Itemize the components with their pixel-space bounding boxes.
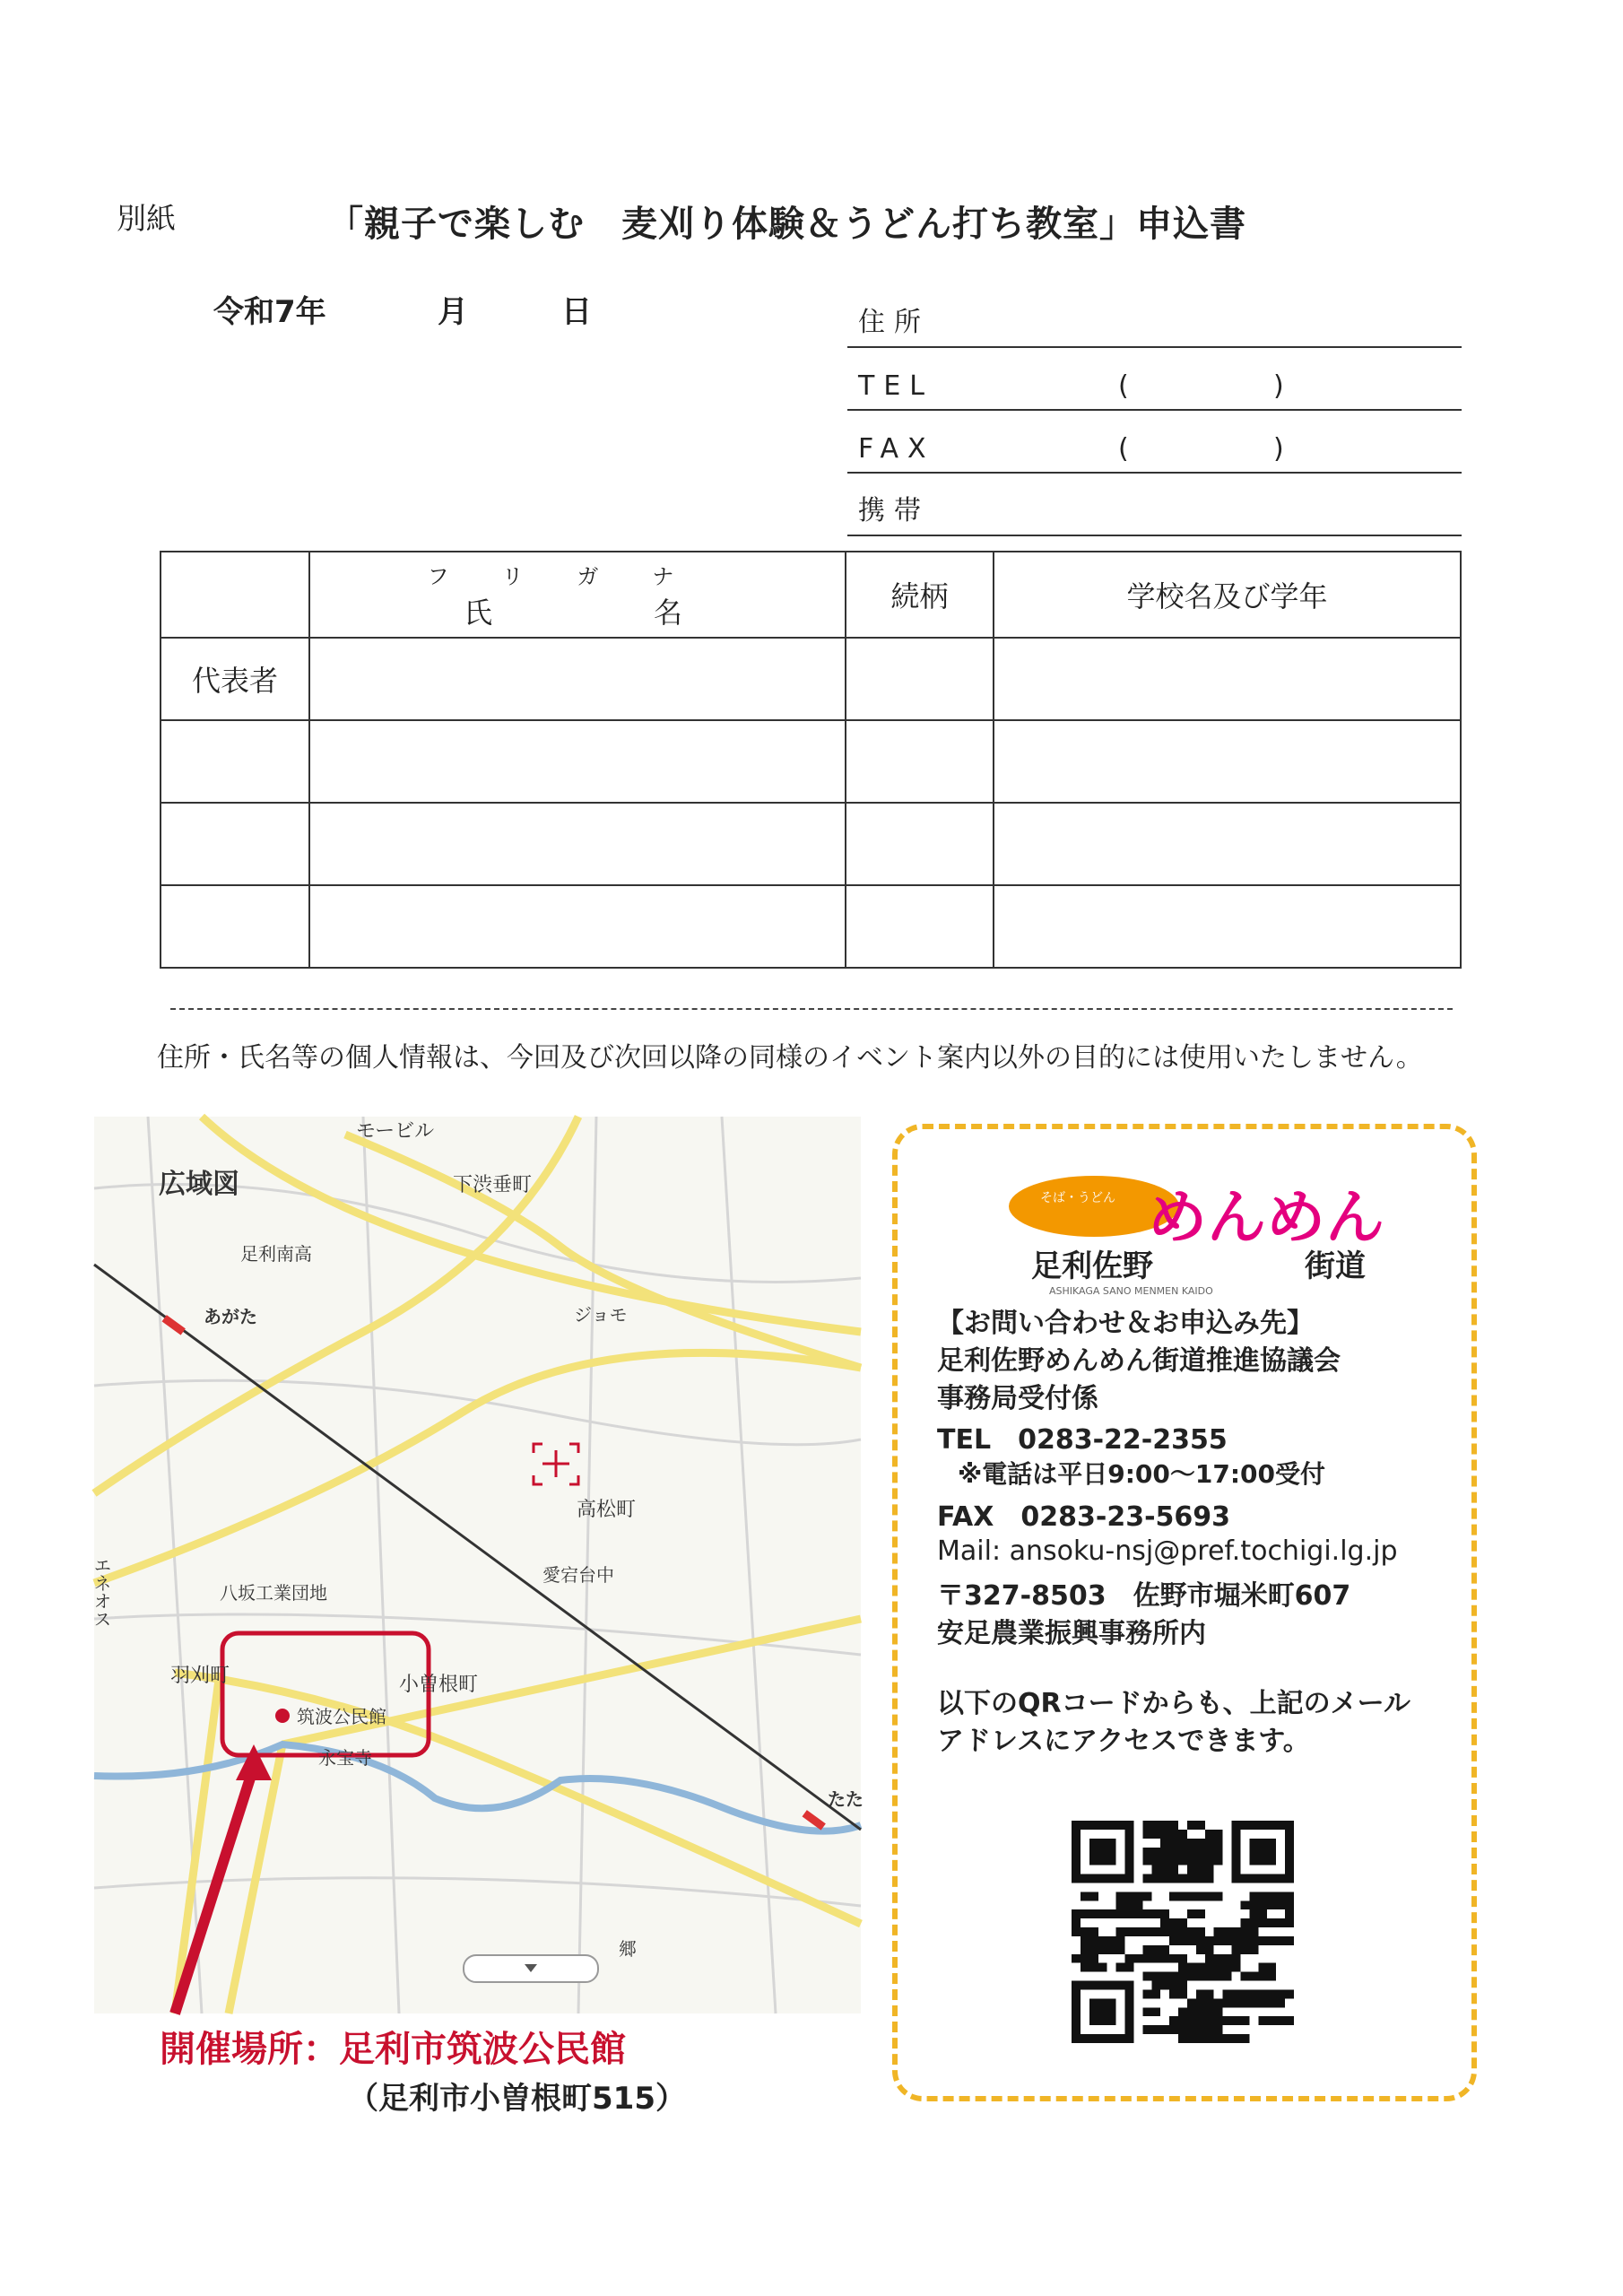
name-input-cell[interactable] xyxy=(309,638,846,720)
logo-main: めんめん xyxy=(1148,1183,1384,1252)
info-fax: FAX 0283-23-5693 xyxy=(937,1501,1231,1533)
date-day: 日 xyxy=(561,294,592,330)
relation-header: 続柄 xyxy=(846,552,994,638)
mobile-field[interactable] xyxy=(847,477,1462,536)
area-map xyxy=(91,1117,864,2013)
name-input-cell[interactable] xyxy=(309,803,846,885)
table-row xyxy=(161,638,1461,720)
map-label-eihoji: 永宝寺 xyxy=(318,1747,372,1769)
tel-label: TEL xyxy=(858,370,933,402)
qr-code[interactable] xyxy=(1072,1821,1294,2043)
mobile-label: 携帯 xyxy=(858,495,930,526)
info-org2: 事務局受付係 xyxy=(937,1383,1098,1414)
privacy-notice: 住所・氏名等の個人情報は、今回及び次回以降の同様のイベント案内以外の目的には使用いたしません。 xyxy=(157,1042,1423,1074)
fax-field[interactable] xyxy=(847,414,1462,474)
venue-address: （足利市小曽根町515） xyxy=(348,2081,686,2117)
map-label-eneos: エネオス xyxy=(91,1556,112,1628)
map-title: 広域図 xyxy=(159,1169,239,1200)
school-input-cell[interactable] xyxy=(994,720,1461,803)
row-label-cell xyxy=(161,803,309,885)
map-label-kita: 郷 xyxy=(619,1938,637,1960)
form-title: 「親子で楽しむ 麦刈り体験＆うどん打ち教室」申込書 xyxy=(327,204,1246,245)
info-tel-note: ※電話は平日9:00～17:00受付 xyxy=(958,1459,1325,1489)
map-label-taka-edge: たた xyxy=(828,1788,864,1810)
info-postal: 〒327-8503 佐野市堀米町607 xyxy=(937,1580,1351,1612)
info-qr-note-2: アドレスにアクセスできます。 xyxy=(937,1726,1310,1757)
relation-input-cell[interactable] xyxy=(846,885,994,968)
map-label-ashikaga-minami: 足利南高 xyxy=(240,1243,312,1265)
info-qr-note-1: 以下のQRコードからも、上記のメール xyxy=(937,1688,1411,1719)
name-input-cell[interactable] xyxy=(309,885,846,968)
fax-close-paren: ) xyxy=(1273,433,1284,465)
map-label-takamatsu: 高松町 xyxy=(577,1499,637,1521)
tel-close-paren: ) xyxy=(1273,370,1284,402)
info-mail[interactable]: Mail: ansoku-nsj@pref.tochigi.lg.jp xyxy=(937,1535,1398,1567)
date-year: 令和7年 xyxy=(213,294,326,330)
fax-label: FAX xyxy=(858,433,935,465)
tel-open-paren: ( xyxy=(1118,370,1129,402)
representative-label: 代表者 xyxy=(161,638,309,720)
address-label: 住所 xyxy=(858,307,930,338)
map-label-atagodai: 愛宕台中 xyxy=(542,1564,614,1586)
info-heading: 【お問い合わせ＆お申込み先】 xyxy=(937,1308,1314,1339)
tel-field[interactable] xyxy=(847,352,1462,411)
table-row xyxy=(161,885,1461,968)
cut-line xyxy=(170,1008,1453,1010)
table-header-row xyxy=(161,552,1461,638)
logo-tagline: そば・うどん xyxy=(1040,1191,1115,1205)
menmen-kaido-logo xyxy=(995,1152,1390,1300)
info-tel: TEL 0283-22-2355 xyxy=(937,1424,1228,1456)
relation-input-cell[interactable] xyxy=(846,638,994,720)
venue-label: 開催場所：足利市筑波公民館 xyxy=(160,2029,626,2070)
map-label-jyomo: ジョモ xyxy=(574,1304,628,1326)
map-label-kosone: 小曽根町 xyxy=(399,1674,479,1696)
info-org1: 足利佐野めんめん街道推進協議会 xyxy=(937,1345,1341,1377)
relation-input-cell[interactable] xyxy=(846,720,994,803)
name-header-cell xyxy=(309,552,846,638)
table-row xyxy=(161,720,1461,803)
map-label-yasaka: 八坂工業団地 xyxy=(220,1582,327,1604)
school-header: 学校名及び学年 xyxy=(994,552,1461,638)
logo-roman: ASHIKAGA SANO MENMEN KAIDO xyxy=(1049,1285,1213,1297)
header-blank-cell xyxy=(161,552,309,638)
attachment-label: 別紙 xyxy=(117,201,176,236)
row-label-cell xyxy=(161,885,309,968)
logo-sub: 足利佐野 xyxy=(1031,1248,1153,1284)
map-label-hakari: 羽刈町 xyxy=(170,1665,230,1687)
map-label-mobil: モービル xyxy=(356,1120,435,1143)
name-input-cell[interactable] xyxy=(309,720,846,803)
date-month: 月 xyxy=(438,294,468,330)
fax-open-paren: ( xyxy=(1118,433,1129,465)
relation-input-cell[interactable] xyxy=(846,803,994,885)
furigana-label: フリガナ xyxy=(427,563,728,589)
school-input-cell[interactable] xyxy=(994,885,1461,968)
map-label-agata: あがた xyxy=(204,1306,257,1327)
school-input-cell[interactable] xyxy=(994,803,1461,885)
info-office: 安足農業振興事務所内 xyxy=(937,1618,1206,1649)
name-header: 氏名 xyxy=(463,595,844,630)
row-label-cell xyxy=(161,720,309,803)
map-label-shimoshibutare: 下渋垂町 xyxy=(453,1174,533,1196)
map-label-tsukuba: 筑波公民館 xyxy=(297,1706,386,1727)
address-field[interactable] xyxy=(847,289,1462,348)
logo-road: 街道 xyxy=(1305,1248,1366,1284)
application-table xyxy=(160,551,1462,969)
school-input-cell[interactable] xyxy=(994,638,1461,720)
table-row xyxy=(161,803,1461,885)
